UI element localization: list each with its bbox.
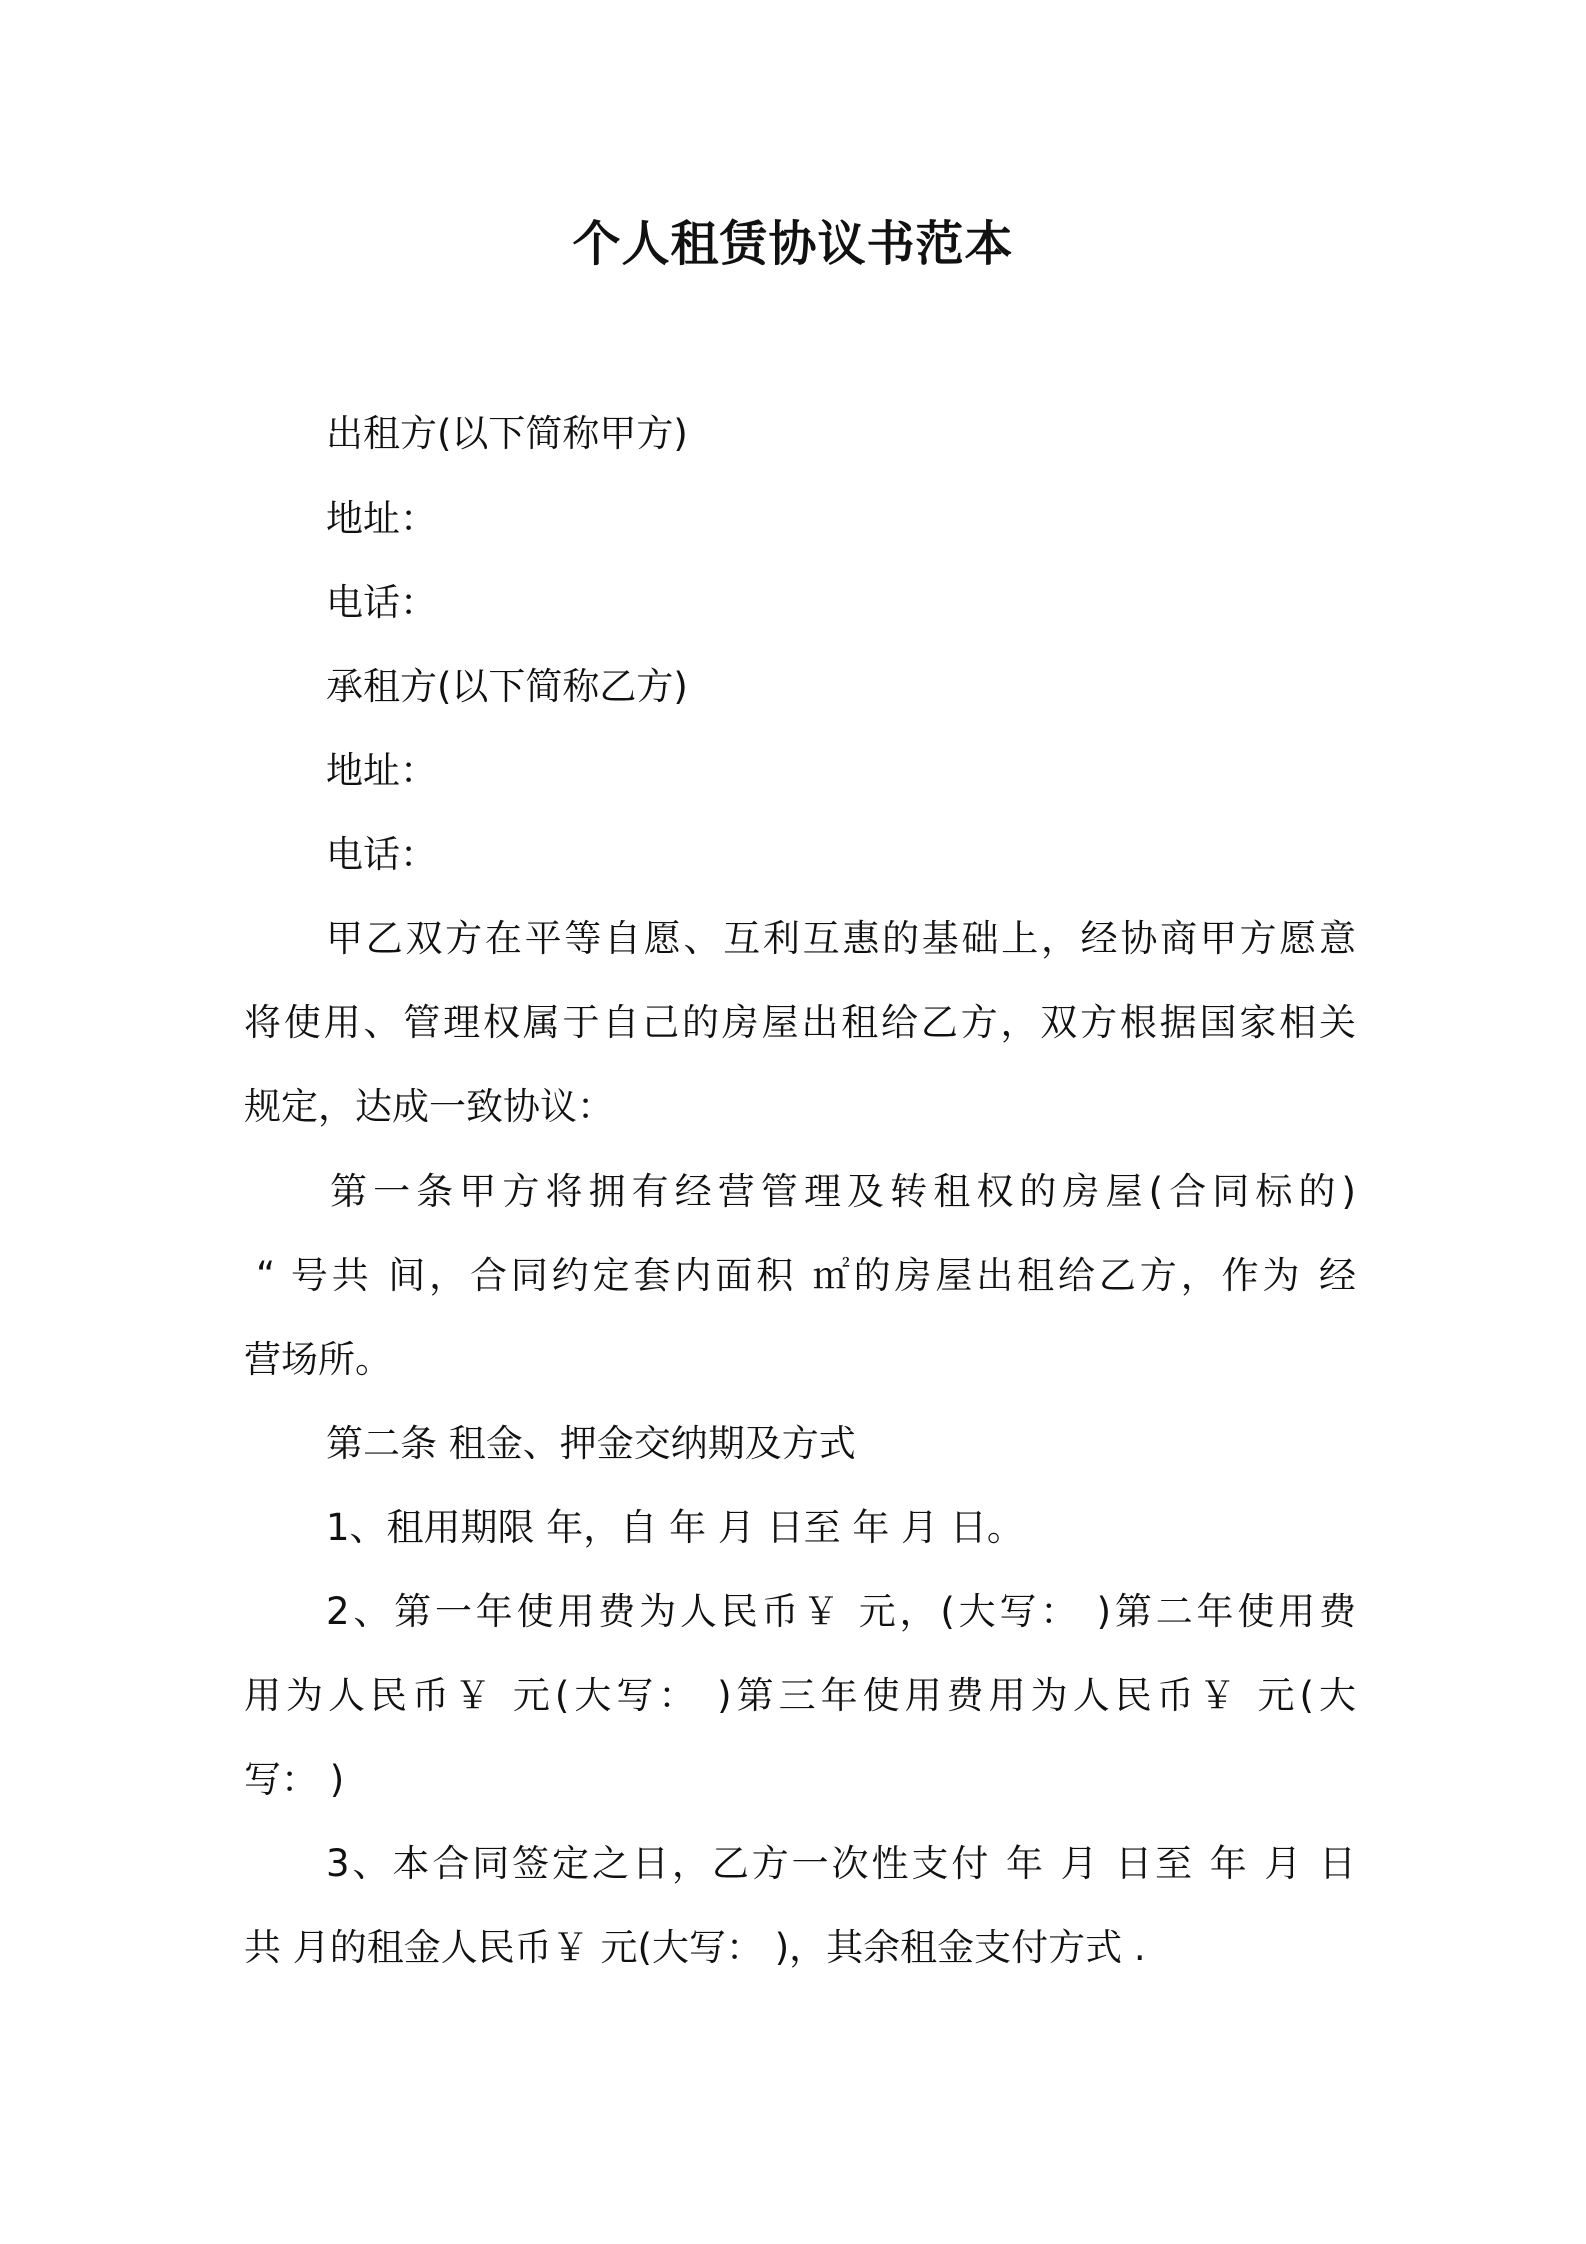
article2-item2-line-2: 用为人民币￥ 元(大写： )第三年使用费用为人民币￥ 元(大 [244, 1674, 1356, 1717]
article2-item2-line-1: 2、第一年使用费为人民币￥ 元，(大写： )第二年使用费 [326, 1590, 1356, 1633]
preamble-line-2: 将使用、管理权属于自己的房屋出租给乙方，双方根据国家相关 [244, 1001, 1356, 1044]
lessor-heading: 出租方(以下简称甲方) [326, 412, 688, 455]
document-title: 个人租赁协议书范本 [572, 216, 1014, 272]
article2-item3-line-1: 3、本合同签定之日，乙方一次性支付 年 月 日至 年 月 日 [326, 1842, 1356, 1885]
lessee-phone-label: 电话： [326, 833, 437, 876]
lessee-heading: 承租方(以下简称乙方) [326, 665, 688, 708]
preamble-line-1: 甲乙双方在平等自愿、互利互惠的基础上，经协商甲方愿意 [326, 917, 1356, 960]
preamble-line-3: 规定，达成一致协议： [244, 1085, 614, 1128]
article1-line-1: 第一条甲方将拥有经营管理及转租权的房屋(合同标的) [330, 1170, 1356, 1213]
article2-heading: 第二条 租金、押金交纳期及方式 [326, 1422, 856, 1465]
article1-line-3: 营场所。 [244, 1338, 392, 1381]
lessor-address-label: 地址： [326, 497, 437, 540]
article2-item3-line-2: 共 月的租金人民币￥ 元(大写： )，其余租金支付方式 . [244, 1926, 1146, 1969]
article1-line-2: “ 号共 间，合同约定套内面积 ㎡的房屋出租给乙方，作为 经 [256, 1254, 1356, 1297]
lessee-address-label: 地址： [326, 749, 437, 792]
lessor-phone-label: 电话： [326, 581, 437, 624]
article2-item1: 1、租用期限 年，自 年 月 日至 年 月 日。 [326, 1506, 1024, 1549]
article2-item2-line-3: 写： ) [244, 1758, 345, 1801]
